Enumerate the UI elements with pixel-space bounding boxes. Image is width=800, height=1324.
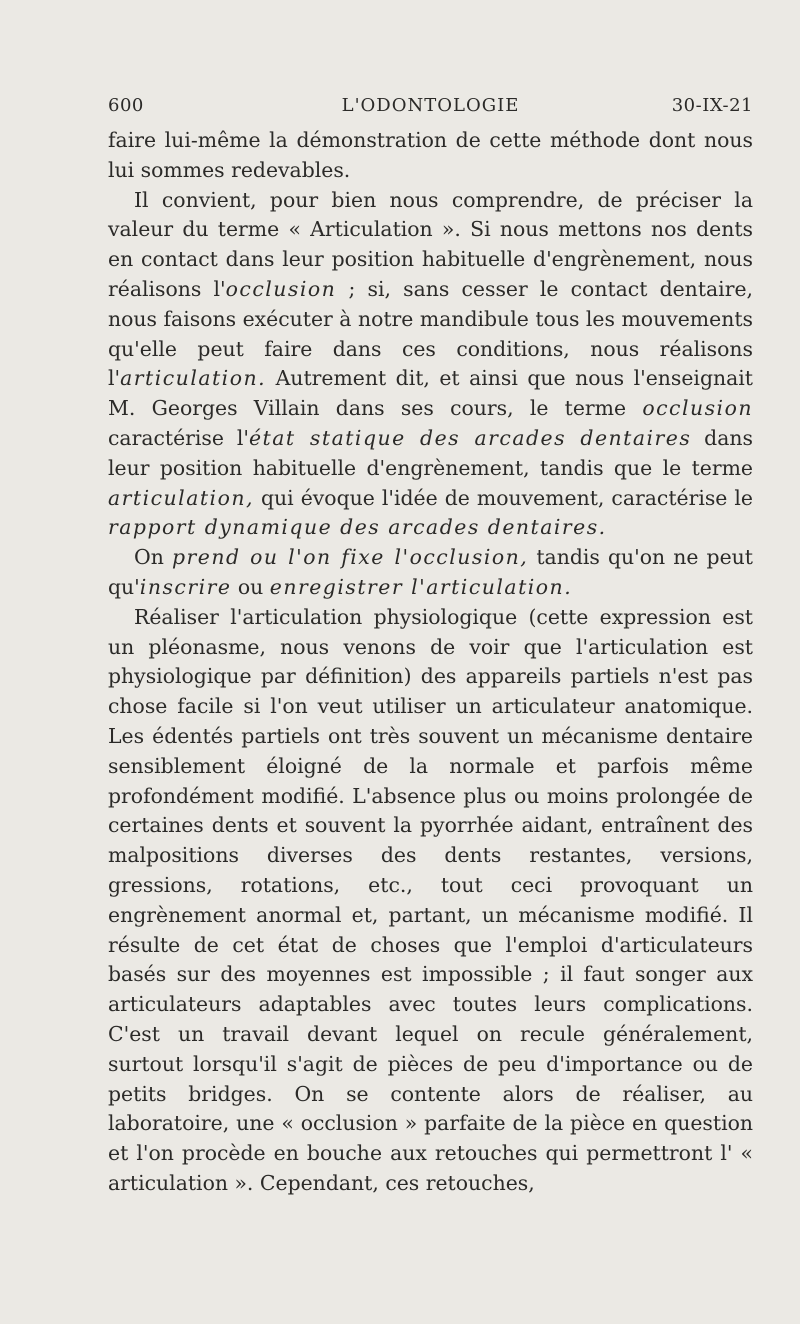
text-run: Réaliser l'articulation physiologique (cette expression est un pléonasme, nous venons de voir que l'articulation est physiologique par définition) des appareils partiels n'est pas chose facile si l'on veut utiliser un articulateur anatomique. Les édentés partiels ont très souvent un mécanisme dentaire sensiblement éloigné de la normale et parfois même profondément modifié. L'absence plus ou moins prolongée de certaines dents et souvent la pyorrhée aidant, entraînent des malpositions diverses des dents restantes, versions, gressions, rotations, etc., tout ceci provoquant un engrènement anormal et, partant, un mécanisme modifié. Il résulte de cet état de choses que l'emploi d'articulateurs basés sur des moyennes est impossible ; il faut songer aux articulateurs adaptables avec toutes leurs complications. C'est un travail devant lequel on recule généralement, surtout lorsqu'il s'agit de pièces de peu d'importance ou de petits bridges. On se contente alors de réaliser, au laboratoire, une « occlusion » parfaite de la pièce en question et l'on procède en bouche aux retouches qui permettront l' « articulation ». Cependant, ces retouches,	[108, 604, 753, 1195]
paragraph	[108, 603, 753, 1199]
journal-title: L'ODONTOLOGIE	[341, 95, 520, 116]
italic-run: occlusion	[642, 396, 753, 421]
italic-run: inscrire	[139, 574, 232, 599]
text-run: ; si, sans cesser le contact dentaire, nous faisons exécuter à notre mandibule tous les mouvements qu'elle peut faire dans ces conditions, nous réalisons l'	[108, 276, 753, 391]
text-run: On	[134, 545, 172, 570]
text-run: tandis qu'on ne peut qu'	[108, 545, 753, 599]
italic-run: articulation,	[108, 485, 254, 510]
body-text	[108, 126, 753, 1199]
text-run: Il convient, pour bien nous comprendre, de préciser la valeur du terme « Articulation ». Si nous mettons nos dents en contact dans leur position habituelle d'engrènement, nous réalisons l'	[108, 187, 753, 301]
text-run: dans leur position habituelle d'engrènement, tandis que le terme	[108, 425, 753, 480]
running-header	[108, 95, 753, 121]
italic-run: enregistrer l'articulation.	[269, 574, 573, 599]
page-number: 600	[108, 95, 144, 116]
text-run: ou	[231, 574, 270, 599]
text-run: caractérise l'	[108, 425, 249, 450]
italic-run: rapport dynamique des arcades dentaires.	[108, 515, 607, 540]
italic-run: occlusion	[225, 276, 337, 301]
italic-run: articulation.	[120, 366, 267, 391]
paragraph	[108, 126, 753, 186]
text-run: faire lui-même la démonstration de cette méthode dont nous lui sommes redevables.	[108, 128, 753, 182]
paragraph	[108, 543, 753, 603]
italic-run: état statique des arcades dentaires	[248, 425, 692, 450]
text-run: Autrement dit, et ainsi que nous l'enseignait M. Georges Villain dans ses cours, le terme	[108, 366, 753, 421]
issue-date: 30-IX-21	[671, 95, 753, 116]
text-run: qui évoque l'idée de mouvement, caractérise le	[253, 485, 753, 510]
paragraph	[108, 186, 753, 544]
italic-run: prend ou l'on fixe l'occlusion,	[171, 545, 529, 570]
